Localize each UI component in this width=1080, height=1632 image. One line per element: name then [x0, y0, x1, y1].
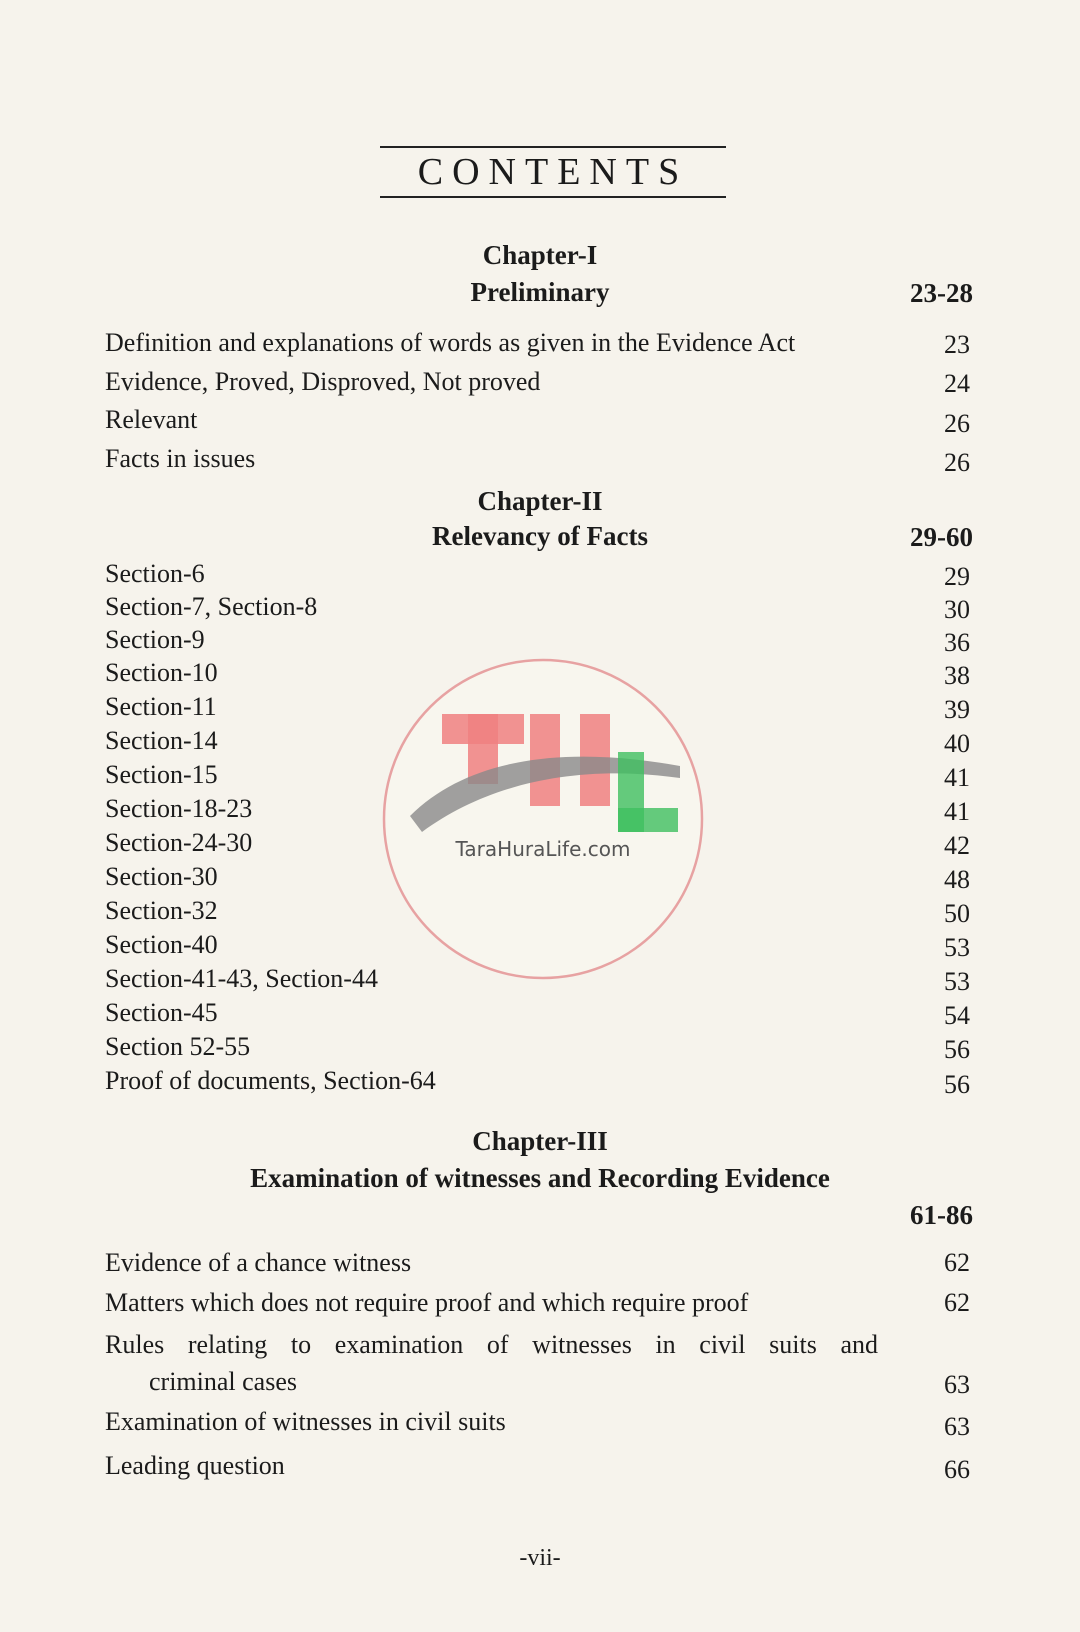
- toc-page-number: 56: [944, 1035, 970, 1064]
- toc-page-number: 29: [944, 562, 970, 591]
- toc-entry: Section-11: [105, 692, 217, 721]
- toc-page-number: 39: [944, 695, 970, 724]
- toc-page-number: 36: [944, 628, 970, 657]
- toc-page-number: 63: [944, 1370, 970, 1399]
- chapter-1-heading: Chapter-I: [482, 240, 598, 270]
- toc-entry: Section-6: [105, 559, 205, 588]
- toc-page-number: 24: [944, 369, 970, 398]
- toc-entry: Matters which does not require proof and which require proof: [105, 1288, 749, 1317]
- toc-page-number: 26: [944, 448, 970, 477]
- toc-page-number: 53: [944, 933, 970, 962]
- page-number-footer: -vii-: [519, 1545, 561, 1571]
- chapter-2-range: 29-60: [910, 522, 973, 552]
- toc-page-number: 38: [944, 661, 970, 690]
- toc-entry: Section-10: [105, 658, 218, 687]
- toc-entry: Evidence of a chance witness: [105, 1248, 412, 1277]
- toc-page-number: 53: [944, 967, 970, 996]
- toc-page-number: 30: [944, 595, 970, 624]
- toc-page-number: 48: [944, 865, 970, 894]
- page-title: CONTENTS: [380, 146, 726, 198]
- chapter-3-range: 61-86: [910, 1200, 973, 1230]
- toc-entry: Section-32: [105, 896, 218, 925]
- toc-page-number: 26: [944, 409, 970, 438]
- toc-page-number: 41: [944, 763, 970, 792]
- toc-page-number: 56: [944, 1070, 970, 1099]
- toc-page-number: 23: [944, 330, 970, 359]
- toc-entry: Definition and explanations of words as given in the Evidence Act: [105, 328, 796, 357]
- toc-entry: Section-18-23: [105, 794, 253, 823]
- watermark-text: TaraHuraLife.com: [455, 837, 631, 861]
- chapter-3-name: Examination of witnesses and Recording Evidence: [250, 1163, 830, 1193]
- toc-entry: Section-45: [105, 998, 218, 1027]
- toc-entry: Facts in issues: [105, 444, 256, 473]
- toc-entry: Section-9: [105, 625, 205, 654]
- toc-entry: Section-15: [105, 760, 218, 789]
- toc-entry: Section-41-43, Section-44: [105, 964, 378, 993]
- toc-page-number: 62: [944, 1248, 970, 1277]
- toc-entry: Section-40: [105, 930, 218, 959]
- toc-page-number: 62: [944, 1288, 970, 1317]
- toc-page-number: 66: [944, 1455, 970, 1484]
- toc-entry-continuation: criminal cases: [149, 1367, 297, 1396]
- chapter-2-name: Relevancy of Facts: [432, 521, 648, 551]
- chapter-1-name: Preliminary: [470, 277, 610, 307]
- toc-entry: Rules relating to examination of witnesses in civil suits and: [105, 1330, 878, 1359]
- toc-entry: Evidence, Proved, Disproved, Not proved: [105, 367, 541, 396]
- toc-page-number: 40: [944, 729, 970, 758]
- toc-page-number: 41: [944, 797, 970, 826]
- toc-entry: Section-7, Section-8: [105, 592, 318, 621]
- toc-entry: Relevant: [105, 405, 198, 434]
- toc-page-number: 50: [944, 899, 970, 928]
- toc-entry: Proof of documents, Section-64: [105, 1066, 436, 1095]
- chapter-1-range: 23-28: [910, 278, 973, 308]
- toc-entry: Section-14: [105, 726, 218, 755]
- toc-page-number: 63: [944, 1412, 970, 1441]
- watermark-logo: [380, 656, 706, 982]
- toc-entry: Section-24-30: [105, 828, 253, 857]
- toc-entry: Section-30: [105, 862, 218, 891]
- toc-page-number: 54: [944, 1001, 970, 1030]
- toc-page-number: 42: [944, 831, 970, 860]
- toc-entry: Section 52-55: [105, 1032, 251, 1061]
- chapter-3-heading: Chapter-III: [472, 1126, 608, 1156]
- chapter-2-heading: Chapter-II: [477, 486, 603, 516]
- toc-entry: Leading question: [105, 1451, 285, 1480]
- toc-entry: Examination of witnesses in civil suits: [105, 1407, 506, 1436]
